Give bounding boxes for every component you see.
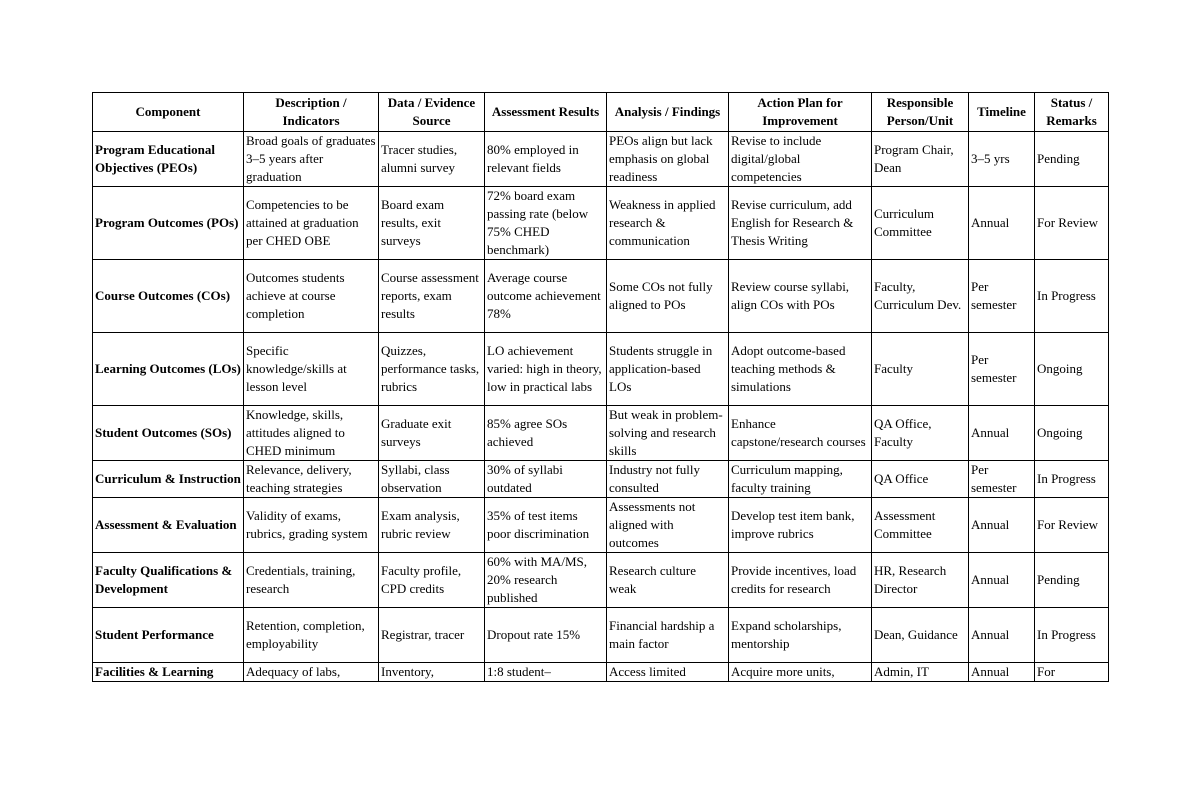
cell-description: Relevance, delivery, teaching strategies <box>244 461 379 498</box>
cell-timeline: Per semester <box>969 333 1035 406</box>
cell-timeline: Annual <box>969 187 1035 260</box>
cell-description: Specific knowledge/skills at lesson level <box>244 333 379 406</box>
cell-results: Average course outcome achievement 78% <box>485 260 607 333</box>
cell-action-plan: Curriculum mapping, faculty training <box>729 461 872 498</box>
cell-responsible: QA Office, Faculty <box>872 406 969 461</box>
header-row <box>93 93 1109 132</box>
cell-description: Credentials, training, research <box>244 553 379 608</box>
cell-description: Knowledge, skills, attitudes aligned to CHED minimum <box>244 406 379 461</box>
cell-action-plan: Review course syllabi, align COs with POs <box>729 260 872 333</box>
cell-analysis: Research culture weak <box>607 553 729 608</box>
header-analysis: Analysis / Findings <box>607 93 729 132</box>
header-status: Status / Remarks <box>1035 93 1109 132</box>
cell-responsible: Assessment Committee <box>872 498 969 553</box>
cell-action-plan: Expand scholarships, mentorship <box>729 608 872 663</box>
table-row <box>93 132 1109 187</box>
cell-timeline: Annual <box>969 608 1035 663</box>
cell-data-source: Exam analysis, rubric review <box>379 498 485 553</box>
header-responsible: Responsible Person/Unit <box>872 93 969 132</box>
cell-status: For Review <box>1035 187 1109 260</box>
cell-responsible: Faculty, Curriculum Dev. <box>872 260 969 333</box>
cell-status: Ongoing <box>1035 333 1109 406</box>
cell-responsible: QA Office <box>872 461 969 498</box>
cell-status: Pending <box>1035 553 1109 608</box>
cell-data-source: Quizzes, performance tasks, rubrics <box>379 333 485 406</box>
cell-description: Retention, completion, employability <box>244 608 379 663</box>
cell-status: Pending <box>1035 132 1109 187</box>
cell-responsible: HR, Research Director <box>872 553 969 608</box>
cell-analysis: Access limited <box>607 663 729 682</box>
cell-action-plan: Acquire more units, <box>729 663 872 682</box>
cell-results: 30% of syllabi outdated <box>485 461 607 498</box>
cell-data-source: Faculty profile, CPD credits <box>379 553 485 608</box>
cell-responsible: Curriculum Committee <box>872 187 969 260</box>
cell-description: Broad goals of graduates 3–5 years after graduation <box>244 132 379 187</box>
cell-data-source: Graduate exit surveys <box>379 406 485 461</box>
cell-results: 80% employed in relevant fields <box>485 132 607 187</box>
cell-results: 85% agree SOs achieved <box>485 406 607 461</box>
cell-results: 35% of test items poor discrimination <box>485 498 607 553</box>
cell-results: 1:8 student– <box>485 663 607 682</box>
cell-component: Program Educational Objectives (PEOs) <box>93 132 244 187</box>
cell-data-source: Course assessment reports, exam results <box>379 260 485 333</box>
cell-component: Course Outcomes (COs) <box>93 260 244 333</box>
cell-status: In Progress <box>1035 461 1109 498</box>
cell-status: For Review <box>1035 498 1109 553</box>
cell-action-plan: Provide incentives, load credits for research <box>729 553 872 608</box>
cell-responsible: Program Chair, Dean <box>872 132 969 187</box>
cell-action-plan: Develop test item bank, improve rubrics <box>729 498 872 553</box>
cell-results: 60% with MA/MS, 20% research published <box>485 553 607 608</box>
cell-component: Student Outcomes (SOs) <box>93 406 244 461</box>
header-assessment-results: Assessment Results <box>485 93 607 132</box>
table-row <box>93 260 1109 333</box>
cell-timeline: Annual <box>969 553 1035 608</box>
table-row <box>93 608 1109 663</box>
cell-action-plan: Adopt outcome-based teaching methods & simulations <box>729 333 872 406</box>
header-action-plan: Action Plan for Improvement <box>729 93 872 132</box>
cell-component: Program Outcomes (POs) <box>93 187 244 260</box>
cell-data-source: Syllabi, class observation <box>379 461 485 498</box>
cell-status: For <box>1035 663 1109 682</box>
table-row <box>93 333 1109 406</box>
table-row <box>93 663 1109 682</box>
cell-status: In Progress <box>1035 260 1109 333</box>
assessment-table <box>92 92 1109 682</box>
header-data-source: Data / Evidence Source <box>379 93 485 132</box>
cell-status: In Progress <box>1035 608 1109 663</box>
cell-analysis: Financial hardship a main factor <box>607 608 729 663</box>
cell-data-source: Board exam results, exit surveys <box>379 187 485 260</box>
cell-timeline: Annual <box>969 498 1035 553</box>
cell-analysis: PEOs align but lack emphasis on global readiness <box>607 132 729 187</box>
cell-component: Faculty Qualifications & Development <box>93 553 244 608</box>
cell-analysis: Assessments not aligned with outcomes <box>607 498 729 553</box>
table-row <box>93 406 1109 461</box>
header-component: Component <box>93 93 244 132</box>
cell-responsible: Faculty <box>872 333 969 406</box>
cell-component: Facilities & Learning <box>93 663 244 682</box>
cell-results: 72% board exam passing rate (below 75% CHED benchmark) <box>485 187 607 260</box>
header-description: Description / Indicators <box>244 93 379 132</box>
cell-results: LO achievement varied: high in theory, low in practical labs <box>485 333 607 406</box>
table-row <box>93 553 1109 608</box>
cell-analysis: Industry not fully consulted <box>607 461 729 498</box>
cell-component: Student Performance <box>93 608 244 663</box>
cell-action-plan: Revise to include digital/global competencies <box>729 132 872 187</box>
header-timeline: Timeline <box>969 93 1035 132</box>
cell-analysis: Students struggle in application-based LOs <box>607 333 729 406</box>
cell-status: Ongoing <box>1035 406 1109 461</box>
cell-timeline: Annual <box>969 663 1035 682</box>
table-row <box>93 498 1109 553</box>
cell-responsible: Dean, Guidance <box>872 608 969 663</box>
cell-action-plan: Enhance capstone/research courses <box>729 406 872 461</box>
cell-data-source: Inventory, <box>379 663 485 682</box>
table-row <box>93 461 1109 498</box>
cell-timeline: 3–5 yrs <box>969 132 1035 187</box>
cell-responsible: Admin, IT <box>872 663 969 682</box>
cell-component: Curriculum & Instruction <box>93 461 244 498</box>
cell-analysis: But weak in problem-solving and research skills <box>607 406 729 461</box>
table-row <box>93 187 1109 260</box>
cell-timeline: Annual <box>969 406 1035 461</box>
cell-component: Assessment & Evaluation <box>93 498 244 553</box>
cell-data-source: Tracer studies, alumni survey <box>379 132 485 187</box>
cell-description: Validity of exams, rubrics, grading system <box>244 498 379 553</box>
cell-results: Dropout rate 15% <box>485 608 607 663</box>
cell-component: Learning Outcomes (LOs) <box>93 333 244 406</box>
cell-timeline: Per semester <box>969 260 1035 333</box>
cell-description: Competencies to be attained at graduation per CHED OBE <box>244 187 379 260</box>
cell-analysis: Some COs not fully aligned to POs <box>607 260 729 333</box>
cell-analysis: Weakness in applied research & communication <box>607 187 729 260</box>
cell-data-source: Registrar, tracer <box>379 608 485 663</box>
cell-description: Adequacy of labs, <box>244 663 379 682</box>
cell-description: Outcomes students achieve at course completion <box>244 260 379 333</box>
cell-action-plan: Revise curriculum, add English for Research & Thesis Writing <box>729 187 872 260</box>
cell-timeline: Per semester <box>969 461 1035 498</box>
